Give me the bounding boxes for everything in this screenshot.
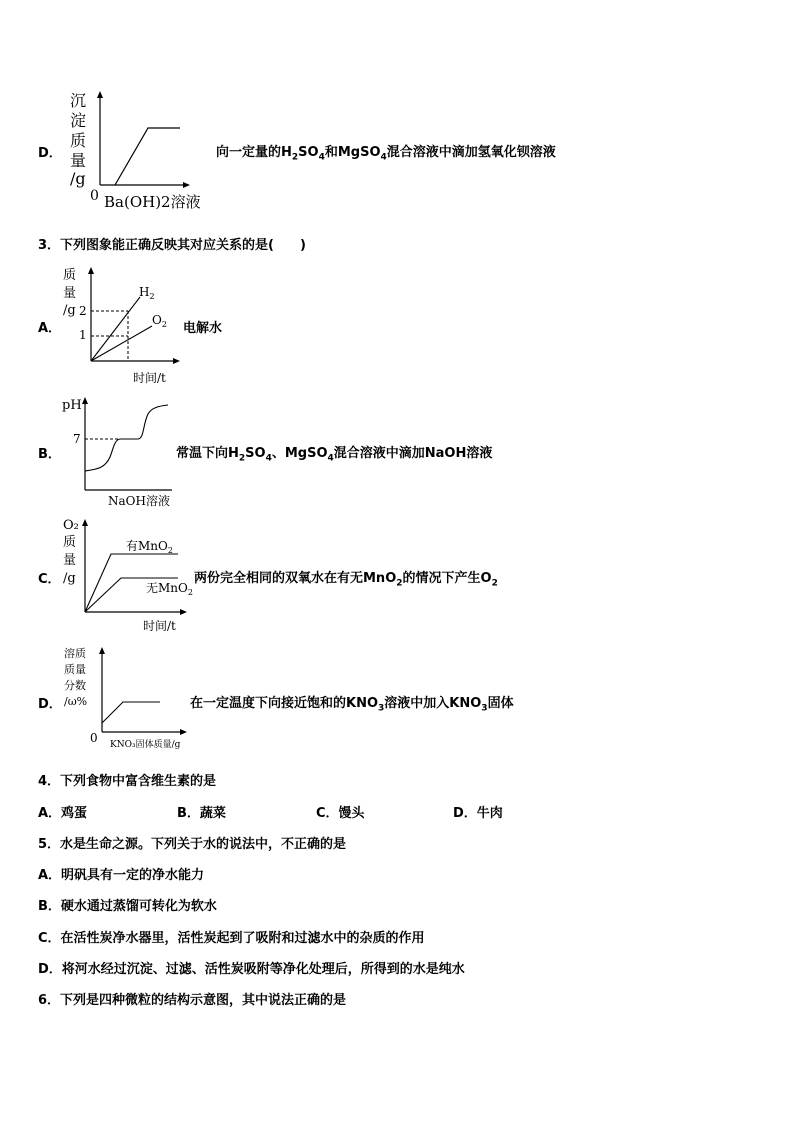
q3-d-curve (102, 702, 160, 723)
q5-stem: 5．水是生命之源。下列关于水的说法中，不正确的是 (38, 837, 347, 852)
q3-c-desc-part: 两份完全相同的双氧水在有无MnO (194, 571, 397, 586)
q3-d-description (190, 692, 514, 714)
q2-d-ylabel-2: 淀 (70, 111, 87, 130)
q3-d-label: D． (38, 697, 62, 712)
q3-d-origin: 0 (90, 731, 98, 745)
q2-d-curve (115, 128, 180, 185)
q3-c-ylabel-3: 量 (63, 553, 77, 568)
q3-d-xlabel: KNO₃固体质量/g (110, 740, 181, 750)
q5-choice-a[interactable]: A．明矾具有一定的净水能力 (38, 868, 205, 883)
q3-b-curve (85, 405, 168, 471)
q4-choice-b[interactable]: B．蔬菜 (177, 806, 226, 821)
q3-a-line-o2 (91, 326, 152, 361)
q3-c-desc-sub: 2 (491, 578, 498, 589)
q2-d-desc-part: SO (298, 145, 319, 160)
q3-c-y-arrow (82, 519, 88, 526)
q3-d-desc-part: 固体 (487, 696, 514, 711)
q3-a-label: A． (38, 321, 62, 336)
q3-b-y-arrow (82, 397, 88, 404)
q3-b-label: B． (38, 447, 61, 462)
q2-d-y-arrow (97, 91, 103, 98)
q3-a-ylabel-3: /g (63, 303, 76, 318)
q3-d-desc-part: 在一定温度下向接近饱和的KNO (190, 696, 379, 711)
q5-choice-c[interactable]: C．在活性炭净水器里，活性炭起到了吸附和过滤水中的杂质的作用 (38, 931, 425, 946)
q5-choice-d[interactable]: D．将河水经过沉淀、过滤、活性炭吸附等净化处理后，所得到的水是纯水 (38, 962, 465, 977)
q2-d-origin: 0 (90, 188, 99, 204)
q3-d-y-arrow (99, 647, 105, 654)
q3-stem: 3．下列图象能正确反映其对应关系的是( ) (38, 238, 306, 253)
q2-d-ylabel-5: /g (70, 169, 86, 188)
q3-b-graph (60, 392, 180, 512)
q3-d-graph (60, 640, 192, 755)
q3-c-label: C． (38, 572, 61, 587)
q2-d-desc-sub: 4 (380, 152, 387, 163)
q3-a-tick-2: 2 (79, 304, 87, 318)
q3-a-o2-sub: 2 (161, 320, 167, 329)
q3-c-ylabel-1: O₂ (63, 518, 79, 533)
q3-b-tick-7: 7 (73, 432, 81, 446)
q2-d-xlabel: Ba(OH)2溶液 (104, 193, 201, 211)
q3-a-y-arrow (88, 267, 94, 274)
q3-c-ylabel-4: /g (63, 571, 76, 586)
q2-d-desc-sub: 2 (291, 152, 299, 163)
q3-c-ylabel-2: 质 (63, 535, 77, 550)
q3-a-xlabel: 时间/t (133, 371, 166, 385)
q3-d-desc-sub: 3 (481, 703, 488, 714)
q2-d-desc-part: 混合溶液中滴加氢氧化钡溶液 (386, 145, 556, 160)
q3-d-ylabel-3: 分数 (64, 679, 86, 692)
q2-d-ylabel-1: 沉 (70, 91, 87, 110)
q3-a-ylabel-2: 量 (63, 286, 77, 301)
q4-choice-a[interactable]: A．鸡蛋 (38, 806, 88, 821)
q4-choice-c[interactable]: C．馒头 (316, 806, 365, 821)
q3-d-ylabel-4: /ω% (64, 695, 88, 708)
q2-d-desc-part: 和MgSO (324, 145, 381, 160)
q4-choice-d[interactable]: D．牛肉 (453, 806, 503, 821)
q3-b-desc-part: 、MgSO (271, 446, 328, 461)
q3-c-without-sub: 2 (187, 588, 193, 597)
q3-c-label-without (146, 581, 193, 597)
q3-b-desc-sub: 4 (327, 453, 334, 464)
q2-d-label: D． (38, 146, 62, 161)
q2-d-x-arrow (183, 182, 190, 188)
q3-c-with-sub: 2 (167, 546, 173, 555)
q3-a-graph (60, 262, 190, 387)
q3-d-desc-part: 溶液中加入KNO (384, 696, 482, 711)
q2-d-graph (60, 88, 220, 213)
q3-d-ylabel-2: 质量 (64, 663, 86, 676)
q2-d-description (216, 141, 556, 163)
q2-d-desc-part: 向一定量的H (216, 145, 292, 160)
q2-d-desc-sub: 4 (318, 152, 325, 163)
q4-stem: 4．下列食物中富含维生素的是 (38, 774, 217, 789)
q3-b-desc-sub: 2 (238, 453, 246, 464)
q3-c-x-arrow (180, 609, 187, 615)
q3-c-description (194, 567, 498, 589)
q3-b-ylabel: pH (62, 398, 82, 413)
q3-a-description: 电解水 (183, 321, 223, 336)
q3-a-o2-text: O (152, 313, 162, 327)
q6-stem: 6．下列是四种微粒的结构示意图，其中说法正确的是 (38, 993, 347, 1008)
q3-c-desc-part: 的情况下产生O (402, 571, 492, 586)
q3-b-desc-sub: 4 (265, 453, 272, 464)
q3-a-line-h2 (91, 297, 140, 361)
q3-c-with-text: 有MnO (126, 539, 168, 553)
q3-d-desc-sub: 3 (378, 703, 385, 714)
q3-a-h2-sub: 2 (149, 292, 155, 301)
q3-a-label-o2 (152, 313, 167, 329)
q2-d-ylabel-3: 质 (70, 131, 87, 150)
q3-b-desc-part: 混合溶液中滴加NaOH溶液 (333, 446, 493, 461)
q3-c-label-with (126, 539, 173, 555)
q3-a-h2-text: H (139, 285, 150, 299)
q3-b-desc-part: 常温下向H (176, 446, 239, 461)
q3-c-desc-sub: 2 (396, 578, 403, 589)
q3-b-description (176, 442, 492, 464)
q3-c-xlabel: 时间/t (143, 619, 176, 633)
q3-d-ylabel-1: 溶质 (64, 647, 86, 660)
q3-b-xlabel: NaOH溶液 (108, 494, 170, 508)
q5-choice-b[interactable]: B．硬水通过蒸馏可转化为软水 (38, 899, 217, 914)
q3-a-tick-1: 1 (79, 328, 87, 342)
q3-a-x-arrow (173, 358, 180, 364)
q3-c-without-text: 无MnO (146, 581, 188, 595)
q3-d-x-arrow (180, 729, 187, 735)
q3-a-label-h2 (139, 285, 155, 301)
q2-d-ylabel-4: 量 (70, 151, 87, 170)
q3-c-graph (60, 514, 200, 636)
q3-a-ylabel-1: 质 (63, 268, 77, 283)
q3-b-desc-part: SO (245, 446, 266, 461)
